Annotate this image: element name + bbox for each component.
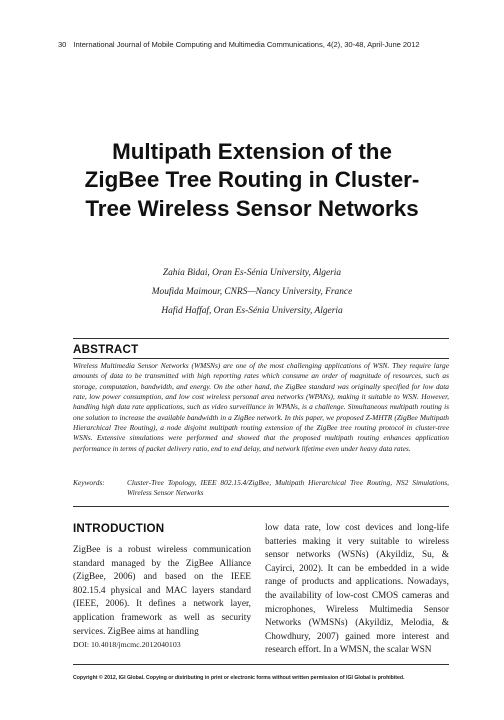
abstract-heading-rule: [73, 358, 449, 359]
page-number: 30: [58, 40, 67, 49]
keywords-bottom-rule: [73, 506, 449, 507]
keywords: [73, 478, 449, 499]
author-line: Hafid Haffaf, Oran Es-Sénia University, Algeria: [161, 306, 343, 316]
abstract-heading: ABSTRACT: [73, 343, 139, 356]
keywords-text: Cluster-Tree Topology, IEEE 802.15.4/ZigBee, Multipath Hierarchical Tree Routing, NS2 Simulations, Wireless Sensor Networks: [127, 478, 449, 498]
intro-right-column: low data rate, low cost devices and long-life batteries making it very suitable to wireless sensor networks (WSNs) (Akyildiz, Su, & Cayirci, 2002). It can be embedded in a wide range of products and applications. Nowadays, the availability of low-cost CMOS cameras and microphones, Wireless Multimedia Sensor Networks (WMSNs) (Akyildiz, Melodia, & Chowdhury, 2007) gained more interest and research effort. In a WMSN, the scalar WSN: [265, 523, 449, 656]
doi: DOI: 10.4018/jmcmc.2012040103: [73, 640, 181, 649]
keywords-label: Keywords:: [73, 478, 105, 487]
copyright-notice: Copyright © 2012, IGI Global. Copying or distributing in print or electronic forms without written permission of IGI Global is prohibited.: [73, 675, 405, 681]
paper-title: Multipath Extension of the ZigBee Tree Routing in Cluster-Tree Wireless Sensor Networks: [84, 139, 420, 221]
author-line: Zahia Bidai, Oran Es-Sénia University, Algeria: [162, 268, 342, 278]
abstract-top-rule: [73, 338, 449, 339]
intro-left-column: ZigBee is a robust wireless communication standard managed by the ZigBee Alliance (ZigBee, 2006) and based on the IEEE 802.15.4 physical and MAC layers standard (IEEE, 2006). It defines a network layer, application framework as well as security services. ZigBee aims at handling: [73, 545, 251, 637]
introduction-heading: INTRODUCTION: [73, 522, 165, 535]
journal-citation: International Journal of Mobile Computing and Multimedia Communications, 4(2), 30-48, April-June 2012: [73, 40, 420, 49]
author-line: Moufida Maimour, CNRS—Nancy University, France: [151, 287, 353, 297]
footer-rule: [73, 664, 449, 665]
running-header: [58, 40, 450, 49]
author-list: [80, 264, 424, 321]
abstract-text: Wireless Multimedia Sensor Networks (WMSNs) are one of the most challenging applications of WSN. They require large amounts of data to be transmitted with high reporting rates which consume an order of magnitude of resources, such as storage, computation, bandwidth, and energy. On the other hand, the ZigBee standard was originally specified for low data rate, low power consumption, and low cost wireless personal area networks (WPANs), making it suitable to WSN. However, handling high data rate applications, such as video surveillance in WPANs, is a challenge. Simultaneous multipath routing is one solution to increase the available bandwidth in a ZigBee network. In this paper, we proposed Z-MHTR (ZigBee Multipath Hierarchical Tree Routing), a node disjoint multipath routing extension of the ZigBee tree routing protocol in cluster-tree WSNs. Extensive simulations were performed and showed that the proposed multipath routing enhances application performance in terms of packet delivery ratio, end to end delay, and network lifetime even under heavy data rates.: [73, 361, 449, 453]
